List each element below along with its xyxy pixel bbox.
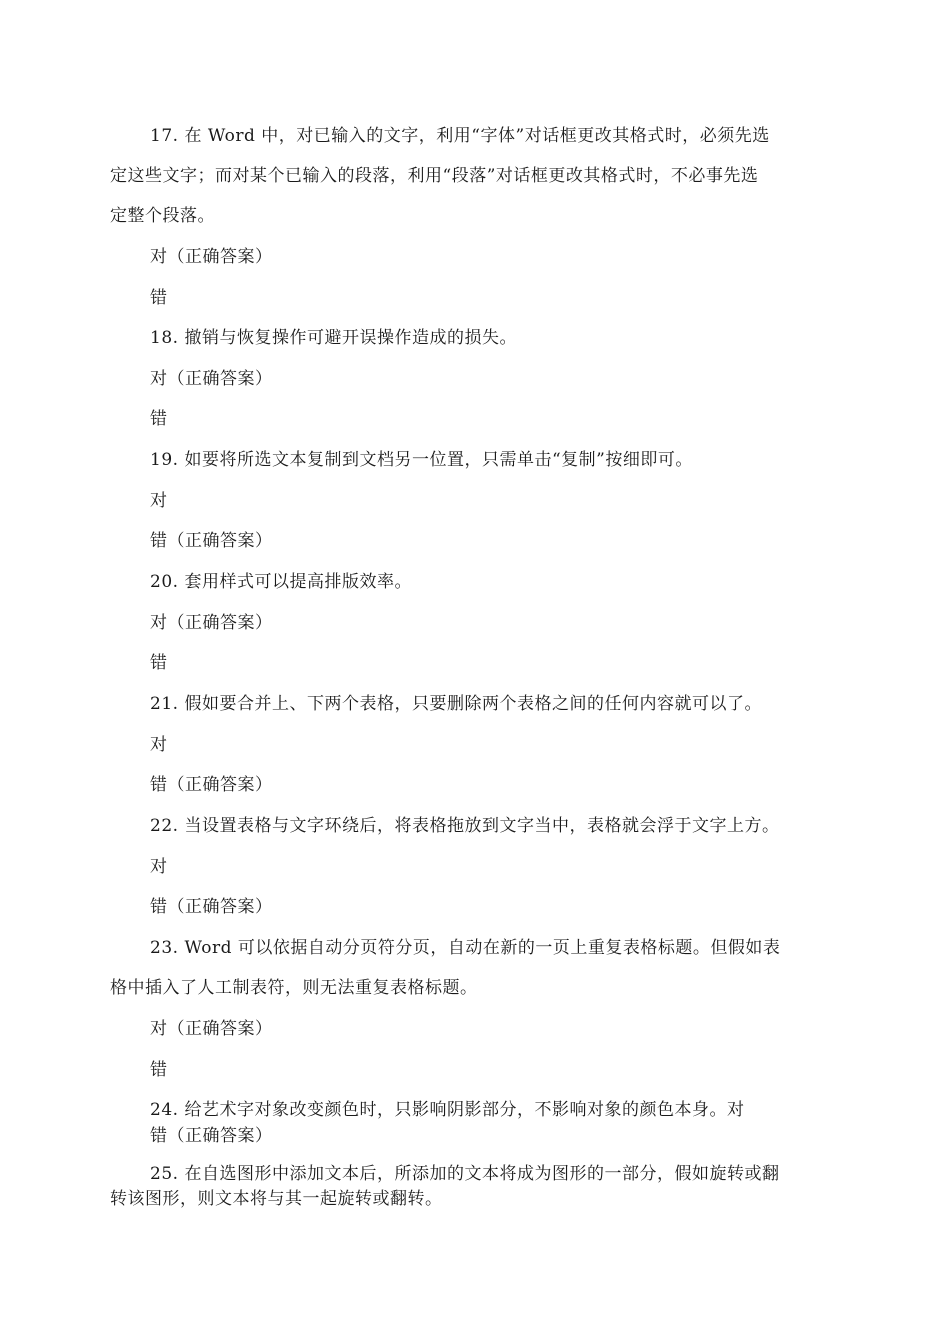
- question-17-option-true: 对（正确答案）: [150, 247, 273, 267]
- question-22-option-false: 错（正确答案）: [150, 897, 273, 917]
- question-22-option-true: 对: [150, 857, 168, 877]
- question-23-line-1: 23. Word 可以依据自动分页符分页，自动在新的一页上重复表格标题。但假如表: [150, 938, 781, 958]
- question-25-line-1: 25. 在自选图形中添加文本后，所添加的文本将成为图形的一部分，假如旋转或翻: [150, 1164, 780, 1184]
- question-19-option-true: 对: [150, 491, 168, 511]
- question-19-text: 19. 如要将所选文本复制到文档另一位置，只需单击“复制”按细即可。: [150, 450, 693, 470]
- question-23-option-true: 对（正确答案）: [150, 1019, 273, 1039]
- question-17-line-3: 定整个段落。: [110, 206, 215, 226]
- question-18-option-false: 错: [150, 409, 168, 429]
- question-18-option-true: 对（正确答案）: [150, 369, 273, 389]
- question-22-text: 22. 当设置表格与文字环绕后，将表格拖放到文字当中，表格就会浮于文字上方。: [150, 816, 780, 836]
- question-21-option-true: 对: [150, 735, 168, 755]
- question-20-option-true: 对（正确答案）: [150, 613, 273, 633]
- question-17-option-false: 错: [150, 288, 168, 308]
- question-20-text: 20. 套用样式可以提高排版效率。: [150, 572, 412, 592]
- question-24-option-false: 错（正确答案）: [150, 1126, 273, 1146]
- question-17-line-1: 17. 在 Word 中，对已输入的文字，利用“字体”对话框更改其格式时，必须先选: [150, 126, 770, 146]
- question-18-text: 18. 撤销与恢复操作可避开误操作造成的损失。: [150, 328, 517, 348]
- question-20-option-false: 错: [150, 653, 168, 673]
- question-21-option-false: 错（正确答案）: [150, 775, 273, 795]
- question-24-text: 24. 给艺术字对象改变颜色时，只影响阴影部分，不影响对象的颜色本身。对: [150, 1100, 745, 1120]
- question-19-option-false: 错（正确答案）: [150, 531, 273, 551]
- question-23-option-false: 错: [150, 1060, 168, 1080]
- question-23-line-2: 格中插入了人工制表符，则无法重复表格标题。: [110, 978, 478, 998]
- question-17-line-2: 定这些文字；而对某个已输入的段落，利用“段落”对话框更改其格式时，不必事先选: [110, 166, 759, 186]
- question-25-line-2: 转该图形，则文本将与其一起旋转或翻转。: [110, 1189, 443, 1209]
- question-21-text: 21. 假如要合并上、下两个表格，只要删除两个表格之间的任何内容就可以了。: [150, 694, 762, 714]
